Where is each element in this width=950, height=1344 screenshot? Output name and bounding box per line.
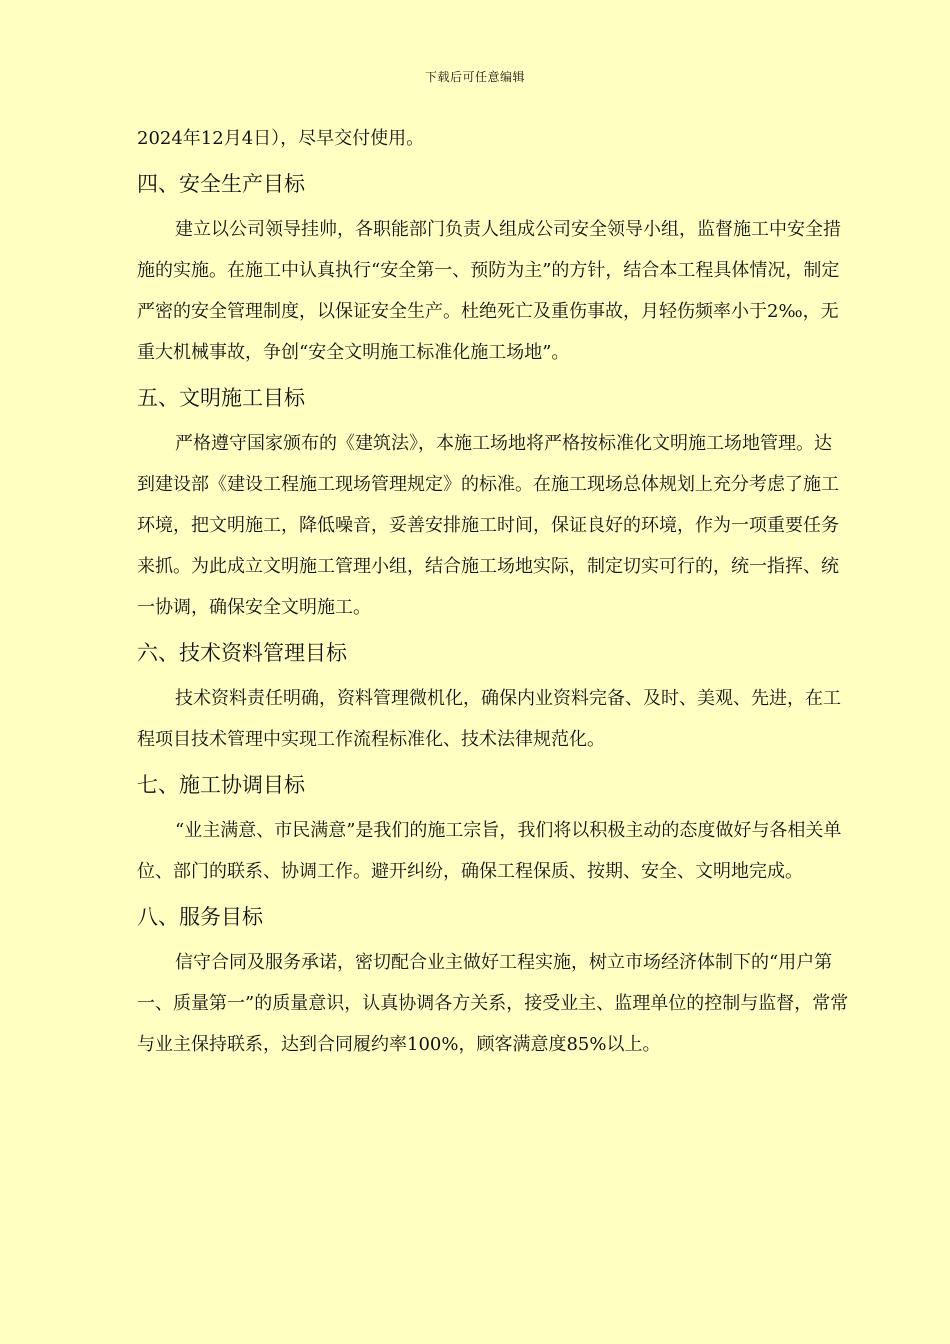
- heading-safety-goal: 四、安全生产目标: [137, 172, 305, 196]
- paragraph-technical-data-goal: 技术资料责任明确，资料管理微机化，确保内业资料完备、及时、美观、先进，在工程项目技术管理中实现工作流程标准化、技术法律规范化。: [137, 688, 841, 750]
- paragraph-completion-date: 2024年12月4日），尽早交付使用。: [137, 128, 425, 149]
- heading-service-goal: 八、服务目标: [137, 905, 263, 929]
- page-header: 下载后可任意编辑: [424, 70, 525, 84]
- paragraph-civilized-construction-goal: 严格遵守国家颁布的《建筑法》，本施工场地将严格按标准化文明施工场地管理。达到建设部《建设工程施工现场管理规定》的标准。在施工现场总体规划上充分考虑了施工环境，把文明施工，降低噪音，妥善安排施工时间，保证良好的环境，作为一项重要任务来抓。为此成立文明施工管理小组，结合施工场地实际，制定切实可行的，统一指挥、统一协调，确保安全文明施工。: [137, 433, 839, 618]
- heading-civilized-construction-goal: 五、文明施工目标: [137, 386, 305, 410]
- paragraph-coordination-goal: “业主满意、市民满意”是我们的施工宗旨，我们将以积极主动的态度做好与各相关单位、部门的联系、协调工作。避开纠纷，确保工程保质、按期、安全、文明地完成。: [137, 820, 842, 882]
- heading-technical-data-goal: 六、技术资料管理目标: [137, 641, 347, 665]
- document-body: [137, 118, 849, 1065]
- paragraph-service-goal: 信守合同及服务承诺，密切配合业主做好工程实施，树立市场经济体制下的“用户第一、质量第一”的质量意识，认真协调各方关系，接受业主、监理单位的控制与监督，常常与业主保持联系，达到合同履约率100%，顾客满意度85%以上。: [137, 952, 849, 1055]
- heading-coordination-goal: 七、施工协调目标: [137, 773, 305, 797]
- paragraph-safety-goal: 建立以公司领导挂帅，各职能部门负责人组成公司安全领导小组，监督施工中安全措施的实施。在施工中认真执行“安全第一、预防为主”的方针，结合本工程具体情况，制定严密的安全管理制度，以保证安全生产。杜绝死亡及重伤事故，月轻伤频率小于2‰，无重大机械事故，争创“安全文明施工标准化施工场地”。: [137, 219, 841, 363]
